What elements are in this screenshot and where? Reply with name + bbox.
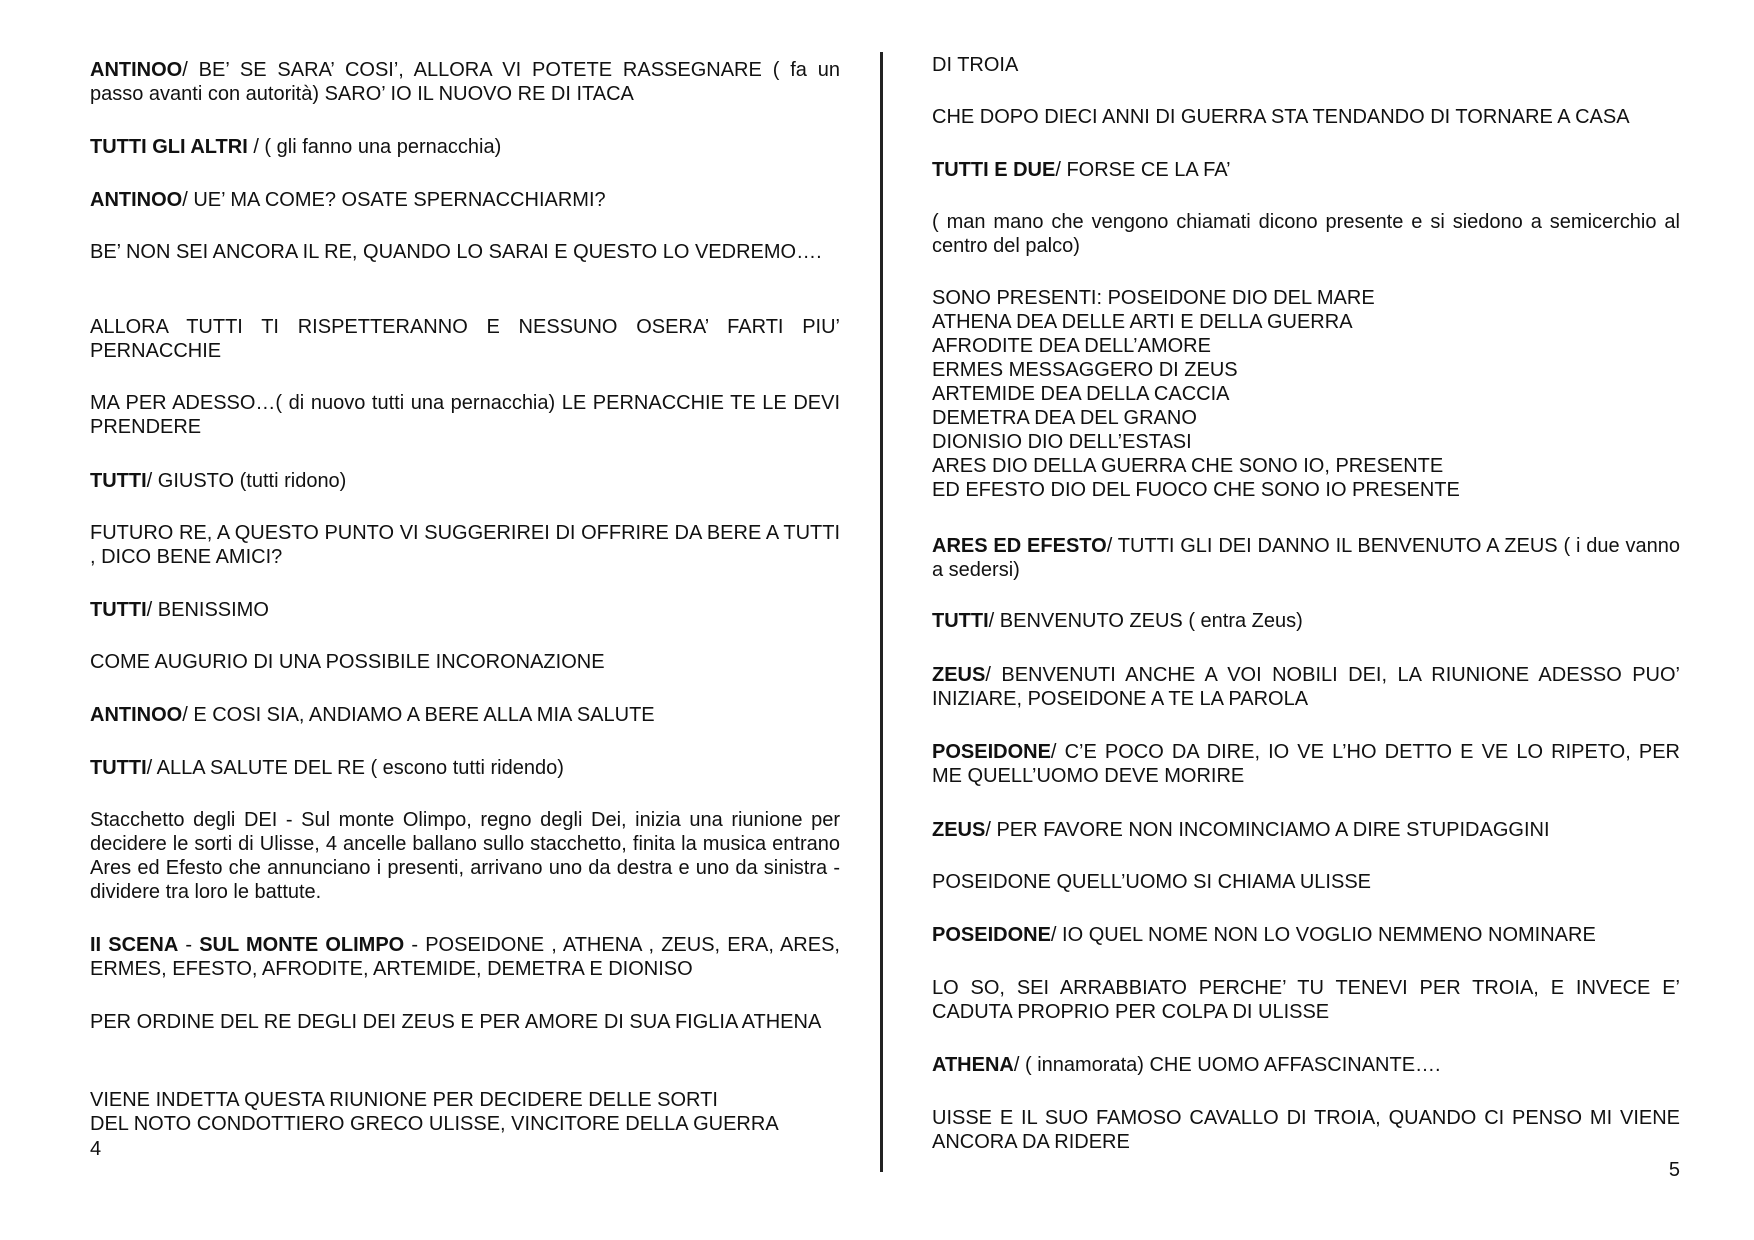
cast-list-item: ARES DIO DELLA GUERRA CHE SONO IO, PRESENTE [932, 455, 1444, 477]
line-text: / UE’ MA COME? OSATE SPERNACCHIARMI? [182, 189, 606, 211]
script-line [90, 703, 840, 727]
scene-heading [90, 933, 840, 981]
speaker-name: TUTTI E DUE [932, 159, 1056, 181]
line-text: POSEIDONE QUELL’UOMO SI CHIAMA ULISSE [932, 871, 1372, 893]
speaker-name: TUTTI [90, 757, 147, 779]
scene-number: II SCENA [90, 934, 179, 956]
script-line [932, 1106, 1680, 1154]
script-line [932, 870, 1680, 894]
cast-list-item: AFRODITE DEA DELL’AMORE [932, 335, 1211, 357]
line-text: / PER FAVORE NON INCOMINCIAMO A DIRE STUPIDAGGINI [985, 819, 1550, 841]
cast-list-item: ARTEMIDE DEA DELLA CACCIA [932, 383, 1230, 405]
cast-list [932, 286, 1680, 502]
cast-list-item: ERMES MESSAGGERO DI ZEUS [932, 359, 1238, 381]
line-text: ( man mano che vengono chiamati dicono presente e si siedono a semicerchio al centro del palco) [932, 211, 1680, 257]
line-text: MA PER ADESSO…( di nuovo tutti una pernacchia) LE PERNACCHIE TE LE DEVI PRENDERE [90, 392, 840, 438]
speaker-name: TUTTI [90, 470, 147, 492]
script-line [90, 1088, 840, 1136]
line-text: / ( innamorata) CHE UOMO AFFASCINANTE…. [1013, 1054, 1441, 1076]
line-text: - [178, 934, 200, 956]
page-number: 5 [1668, 1159, 1680, 1181]
script-line [932, 818, 1680, 842]
line-text: / IO QUEL NOME NON LO VOGLIO NEMMENO NOMINARE [1050, 924, 1596, 946]
script-line [90, 135, 840, 159]
cast-list-item: DEMETRA DEA DEL GRANO [932, 407, 1197, 429]
script-line [90, 58, 840, 106]
line-text: / ( gli fanno una pernacchia) [253, 136, 502, 158]
line-text: / BE’ SE SARA’ COSI’, ALLORA VI POTETE RASSEGNARE ( fa un passo avanti con autorità) SARO’ IO IL NUOVO RE DI ITACA [90, 59, 840, 105]
script-line [932, 534, 1680, 582]
cast-list-item: ED EFESTO DIO DEL FUOCO CHE SONO IO PRESENTE [932, 479, 1460, 501]
speaker-name: POSEIDONE [932, 741, 1051, 763]
speaker-name: ATHENA [932, 1054, 1014, 1076]
line-text: CHE DOPO DIECI ANNI DI GUERRA STA TENDANDO DI TORNARE A CASA [932, 106, 1630, 128]
script-line [90, 598, 840, 622]
cast-list-item: DIONISIO DIO DELL’ESTASI [932, 431, 1192, 453]
script-line [932, 1053, 1680, 1077]
line-text: DEL NOTO CONDOTTIERO GRECO ULISSE, VINCITORE DELLA GUERRA [90, 1113, 779, 1135]
script-line [932, 740, 1680, 788]
speaker-name: TUTTI [932, 610, 989, 632]
line-text: Stacchetto degli DEI - Sul monte Olimpo, regno degli Dei, inizia una riunione per decidere le sorti di Ulisse, 4 ancelle ballano sullo stacchetto, finita la musica entrano Ares ed Efesto che annunciano i presenti, arrivano uno da destra e uno da sinistra - dividere tra loro le battute. [90, 809, 840, 903]
cast-list-item: SONO PRESENTI: POSEIDONE DIO DEL MARE [932, 287, 1375, 309]
line-text: BE’ NON SEI ANCORA IL RE, QUANDO LO SARAI E QUESTO LO VEDREMO…. [90, 241, 822, 263]
line-text: LO SO, SEI ARRABBIATO PERCHE’ TU TENEVI PER TROIA, E INVECE E’ CADUTA PROPRIO PER COLPA DI ULISSE [932, 977, 1680, 1023]
line-text: / E COSI SIA, ANDIAMO A BERE ALLA MIA SALUTE [182, 704, 655, 726]
cast-list-item: ATHENA DEA DELLE ARTI E DELLA GUERRA [932, 311, 1353, 333]
scene-location: SUL MONTE OLIMPO [199, 934, 405, 956]
script-line [90, 469, 840, 493]
script-line [90, 240, 840, 264]
page-number: 4 [90, 1138, 102, 1160]
script-line [90, 756, 840, 780]
line-text: / C’E POCO DA DIRE, IO VE L’HO DETTO E VE LO RIPETO, PER ME QUELL’UOMO DEVE MORIRE [932, 741, 1680, 787]
script-line [90, 391, 840, 439]
line-text: / GIUSTO (tutti ridono) [146, 470, 347, 492]
script-line [90, 521, 840, 569]
script-line [932, 609, 1680, 633]
speaker-name: ANTINOO [90, 59, 183, 81]
line-text: PER ORDINE DEL RE DEGLI DEI ZEUS E PER AMORE DI SUA FIGLIA ATHENA [90, 1011, 822, 1033]
line-text: VIENE INDETTA QUESTA RIUNIONE PER DECIDERE DELLE SORTI [90, 1089, 718, 1111]
script-line [90, 1010, 840, 1034]
script-line [932, 53, 1680, 77]
speaker-name: ANTINOO [90, 704, 183, 726]
speaker-name: TUTTI GLI ALTRI [90, 136, 254, 158]
speaker-name: ZEUS [932, 819, 986, 841]
stage-direction [932, 210, 1680, 258]
script-line [932, 158, 1680, 182]
line-text: ALLORA TUTTI TI RISPETTERANNO E NESSUNO OSERA’ FARTI PIU’ PERNACCHIE [90, 316, 840, 362]
line-text: / BENISSIMO [146, 599, 269, 621]
line-text: / BENVENUTI ANCHE A VOI NOBILI DEI, LA RIUNIONE ADESSO PUO’ INIZIARE, POSEIDONE A TE LA PAROLA [932, 664, 1680, 710]
line-text: FUTURO RE, A QUESTO PUNTO VI SUGGERIREI DI OFFRIRE DA BERE A TUTTI , DICO BENE AMICI? [90, 522, 840, 568]
script-line [932, 663, 1680, 711]
script-line [90, 650, 840, 674]
line-text: / FORSE CE LA FA’ [1055, 159, 1231, 181]
speaker-name: POSEIDONE [932, 924, 1051, 946]
script-line [932, 105, 1680, 129]
script-line [932, 923, 1680, 947]
script-line [932, 976, 1680, 1024]
line-text: / BENVENUTO ZEUS ( entra Zeus) [988, 610, 1303, 632]
line-text: DI TROIA [932, 54, 1019, 76]
line-text: COME AUGURIO DI UNA POSSIBILE INCORONAZIONE [90, 651, 605, 673]
speaker-name: TUTTI [90, 599, 147, 621]
script-line [90, 315, 840, 363]
script-line [90, 188, 840, 212]
speaker-name: ARES ED EFESTO [932, 535, 1107, 557]
speaker-name: ZEUS [932, 664, 986, 686]
line-text: - POSEIDONE , ATHENA , ZEUS, ERA, ARES, ERMES, EFESTO, AFRODITE, ARTEMIDE, DEMETRA E DIONISO [90, 934, 840, 980]
line-text: / TUTTI GLI DEI DANNO IL BENVENUTO A ZEUS ( i due vanno a sedersi) [932, 535, 1680, 581]
page-divider [880, 52, 883, 1172]
stage-direction [90, 808, 840, 904]
line-text: / ALLA SALUTE DEL RE ( escono tutti ridendo) [146, 757, 564, 779]
line-text: UISSE E IL SUO FAMOSO CAVALLO DI TROIA, QUANDO CI PENSO MI VIENE ANCORA DA RIDERE [932, 1107, 1680, 1153]
speaker-name: ANTINOO [90, 189, 183, 211]
